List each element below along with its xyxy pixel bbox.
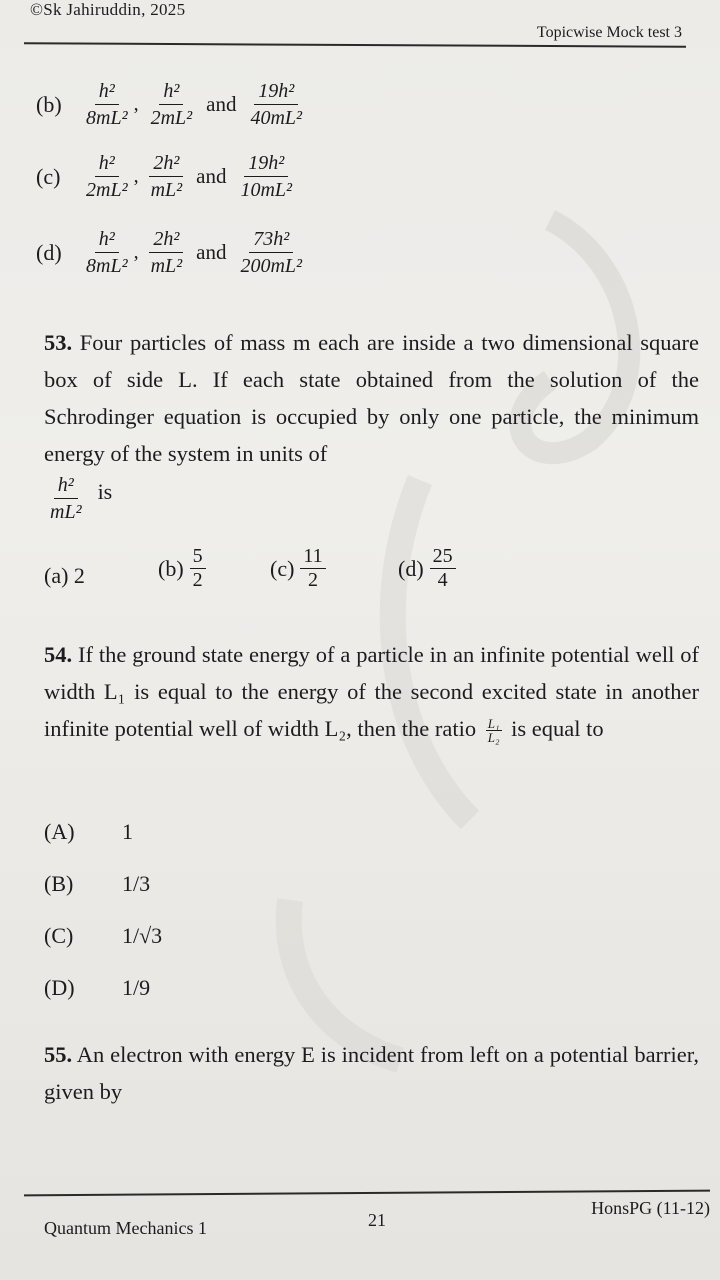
and-word: and [196, 164, 227, 188]
q53-unit [44, 474, 112, 523]
unit-fraction: $\frac{\text{h²}}{\text{mL²}}$ [50, 474, 82, 523]
footer-subject: Quantum Mechanics 1 [44, 1218, 207, 1238]
q52-option-b[interactable]: (b) $\frac{\text{h²}}{\text{8mL²}}$ , $\frac{\text{h²}}{\text{2mL²}}$ and $\frac{\text{19h²}}{\text{40mL²}}$ [36, 80, 308, 129]
q53-option-c[interactable]: (c) $\frac{11}{2}$ [270, 545, 326, 592]
fraction: $\frac{\text{h²}}{\text{8mL²}}$ [86, 80, 128, 129]
q54-option-c[interactable]: (C) 1/√3 [44, 923, 163, 948]
q53-option-d[interactable]: (d) $\frac{25}{4}$ [398, 545, 456, 592]
watermark-logo [250, 180, 670, 1080]
fraction: $\frac{\text{2h²}}{\text{mL²}}$ [150, 152, 183, 201]
q52-option-d[interactable]: (d) $\frac{\text{h²}}{\text{8mL²}}$ , $\frac{\text{2h²}}{\text{mL²}}$ and $\frac{\text{73h²}}{\text{200mL²}}$ [36, 228, 308, 277]
unit-suffix: is [97, 478, 113, 504]
q52-option-c[interactable]: (c) $\frac{\text{h²}}{\text{2mL²}}$ , $\frac{\text{2h²}}{\text{mL²}}$ and $\frac{\text{19h²}}{\text{10mL²}}$ [36, 152, 298, 201]
ratio-fraction: $\frac{\text{L₁}}{\text{L₂}}$ [487, 715, 500, 746]
footer-divider [24, 1190, 710, 1196]
fraction: $\frac{\text{h²}}{\text{8mL²}}$ [86, 228, 128, 277]
and-word: and [206, 92, 237, 116]
fraction: $\frac{\text{19h²}}{\text{10mL²}}$ [240, 152, 293, 201]
q54-option-b[interactable]: (B) 1/3 [44, 871, 151, 896]
option-label: (b) [36, 91, 62, 117]
q53-option-a[interactable]: (a) 2 [44, 563, 85, 588]
q53-question [44, 324, 699, 472]
question-text-end: is equal to [511, 716, 604, 741]
fraction: $\frac{\text{19h²}}{\text{40mL²}}$ [250, 80, 303, 129]
option-label: (c) [36, 163, 61, 189]
question-number: 55. [44, 1042, 73, 1067]
q54-option-d[interactable]: (D) 1/9 [44, 975, 151, 1000]
footer-code: HonsPG (11-12) [591, 1198, 710, 1218]
fraction: $\frac{\text{73h²}}{\text{200mL²}}$ [240, 228, 303, 277]
fraction: $\frac{\text{h²}}{\text{2mL²}}$ [86, 152, 128, 201]
copyright-text: ©Sk Jahiruddin, 2025 [30, 0, 186, 19]
test-title: Topicwise Mock test 3 [536, 24, 682, 41]
header-divider [24, 42, 686, 47]
question-text: An electron with energy E is incident from left on a potential barrier, given by [44, 1042, 699, 1104]
q54-question [44, 636, 699, 747]
q55-question [44, 1036, 699, 1110]
and-word: and [196, 240, 227, 264]
question-text: Four particles of mass m each are inside a two dimensional square box of side L. If each state obtained from the solution of the Schrodinger equation is occupied by only one particle, the minimum energy of the system in units of [44, 330, 699, 466]
question-number: 53. [44, 330, 73, 355]
q54-option-a[interactable]: (A) 1 [44, 819, 133, 844]
page-number: 21 [368, 1210, 386, 1230]
question-text: If the ground state energy of a particle in an infinite potential well of width L₁ is equal to the energy of the second excited state in another infinite potential well of width L₂, then the ratio [44, 642, 700, 741]
q54-options [44, 806, 162, 1014]
fraction: $\frac{\text{2h²}}{\text{mL²}}$ [150, 228, 183, 277]
question-number: 54. [44, 642, 73, 667]
q53-options [44, 545, 604, 605]
fraction: $\frac{\text{h²}}{\text{2mL²}}$ [150, 80, 193, 129]
option-label: (d) [36, 239, 62, 265]
q53-option-b[interactable]: (b) $\frac{5}{2}$ [158, 545, 206, 592]
